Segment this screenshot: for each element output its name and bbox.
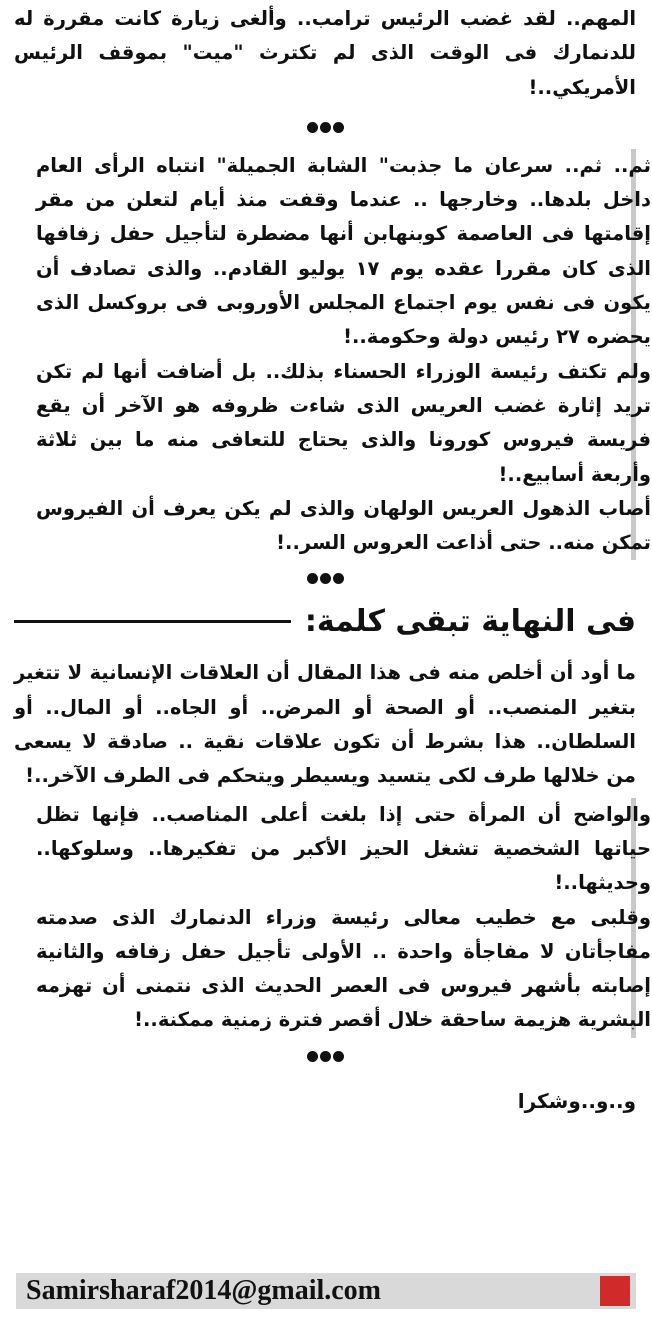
section-one-paragraph-1: ثم.. ثم.. سرعان ما جذبت" الشابة الجميلة" انتباه الرأى العام داخل بلدها.. وخارجها .. عندما وقفت منذ أيام لتعلن من مقر إقامتها فى العاصمة كوبنهابن أنها مضطرة لتأجيل حفل زفافها الذى كان مقررا عقده يوم ١٧ يوليو القادم.. والذى تصادف أن يكون فى نفس يوم اجتماع المجلس الأوروبى فى بروكسل الذى يحضره ٢٧ رئيس دولة وحكومة..! [36,153,651,349]
footer-bar [16,1273,636,1309]
dot-icon [333,122,344,133]
dot-icon [307,122,318,133]
dot-icon [333,1051,344,1062]
separator-dots [14,111,636,141]
section-two-inner [14,798,651,1038]
dot-icon [307,1051,318,1062]
dot-icon [307,573,318,584]
section-one-inner [14,149,651,561]
closing-heading-row [14,592,636,650]
section-two [14,798,651,1038]
section-one-paragraph-2: ولم تكتف رئيسة الوزراء الحسناء بذلك.. بل أضافت أنها لم تكن تريد إثارة غضب العريس الذى شاءت ظروفه هو الآخر أن يقع فريسة فيروس كورونا والذى يحتاج للتعافى منه ما بين ثلاثة وأربعة أسابيع..! [36,359,651,486]
red-square-icon [600,1276,630,1306]
dot-icon [320,122,331,133]
heading-rule [14,620,291,623]
separator-dots [14,562,636,592]
sign-off: و..و..وشكرا [517,1088,636,1113]
separator-dots [14,1040,636,1070]
author-email-link[interactable]: Samirsharaf2014@gmail.com [26,1275,382,1306]
closing-paragraph: ما أود أن أخلص منه فى هذا المقال أن العلاقات الإنسانية لا تتغير بتغير المنصب.. أو الصحة أو المرض.. أو الجاه.. أو المال.. أو السلطان.. هذا بشرط أن تكون علاقات نقية .. صادقة لا يسعى من خلالها طرف لكى يتسيد ويسيطر ويتحكم فى الطرف الآخر..! [14,661,636,788]
section-one-paragraph-3: أصاب الذهول العريس الولهان والذى لم يكن يعرف أن الفيروس تمكن منه.. حتى أذاعت العروس السر..! [36,496,651,555]
dot-icon [320,573,331,584]
section-two-paragraph-1: والواضح أن المرأة حتى إذا بلغت أعلى المناصب.. فإنها تظل حياتها الشخصية تشغل الحيز الأكبر من تفكيرها.. وسلوكها.. وحديثها..! [36,802,651,895]
dot-icon [320,1051,331,1062]
intro-paragraph: المهم.. لقد غضب الرئيس ترامب.. وألغى زيارة كانت مقررة له للدنمارك فى الوقت الذى لم تكترث "ميت" بموقف الرئيس الأمريكي..! [14,7,636,99]
section-two-paragraph-2: وقلبى مع خطيب معالى رئيسة وزراء الدنمارك الذى صدمته مفاجأتان لا مفاجأة واحدة .. الأولى تأجيل حفل زفافه والثانية إصابته بأشهر فيروس فى العصر الحديث الذى نتمنى أن تهزمه البشرية هزيمة ساحقة خلال أقصر فترة زمنية ممكنة..! [36,905,651,1032]
closing-heading: فى النهاية تبقى كلمة: [304,604,636,640]
dot-icon [333,573,344,584]
article-column [14,0,651,1118]
section-one [14,149,651,561]
